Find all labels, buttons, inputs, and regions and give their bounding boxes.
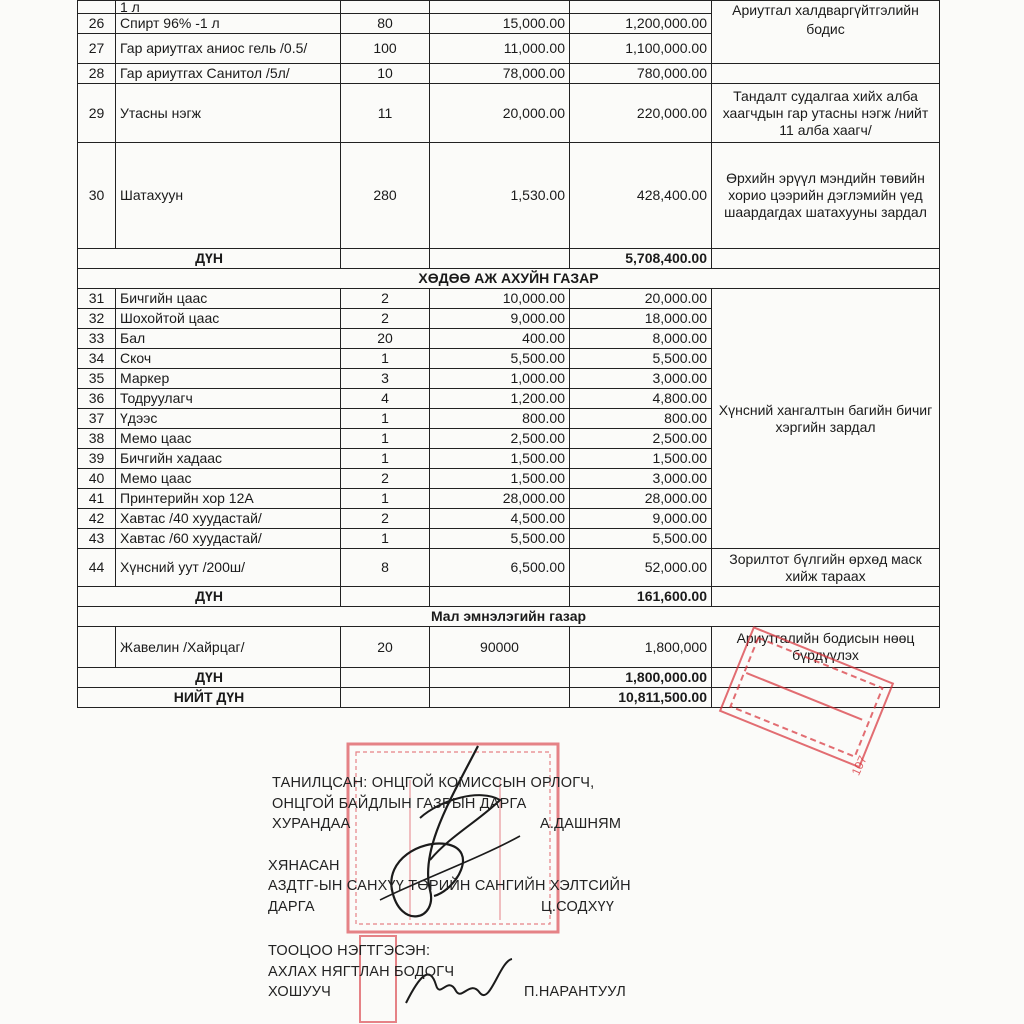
item-price: 5,500.00 bbox=[430, 349, 570, 369]
table-row bbox=[78, 64, 940, 84]
approver-line-1: ТАНИЛЦСАН: ОНЦГОЙ КОМИССЫН ОРЛОГЧ, bbox=[272, 775, 595, 791]
item-qty: 1 bbox=[341, 429, 430, 449]
table-row bbox=[78, 289, 940, 309]
row-number: 37 bbox=[78, 409, 116, 429]
item-qty: 3 bbox=[341, 369, 430, 389]
item-name: Хавтас /40 хуудастай/ bbox=[116, 509, 341, 529]
row-number: 34 bbox=[78, 349, 116, 369]
item-qty: 1 bbox=[341, 349, 430, 369]
subtotal-value: 5,708,400.00 bbox=[570, 249, 712, 269]
item-price: 400.00 bbox=[430, 329, 570, 349]
row-number: 36 bbox=[78, 389, 116, 409]
note-disinfectant: Ариутгал халдваргүйтгэлийн бодис bbox=[712, 1, 940, 64]
item-total: 1,500.00 bbox=[570, 449, 712, 469]
item-name: Тодруулагч bbox=[116, 389, 341, 409]
table-row bbox=[78, 549, 940, 587]
row-number: 32 bbox=[78, 309, 116, 329]
row-number: 30 bbox=[78, 143, 116, 249]
item-qty: 2 bbox=[341, 309, 430, 329]
note-vet: Ариутгалийн бодисын нөөц бүрдүүлэх bbox=[712, 627, 940, 668]
section-header-row bbox=[78, 269, 940, 289]
item-total: 2,500.00 bbox=[570, 429, 712, 449]
item-qty: 1 bbox=[341, 529, 430, 549]
row-number: 28 bbox=[78, 64, 116, 84]
subtotal-label: ДҮН bbox=[78, 668, 341, 688]
item-price: 90000 bbox=[430, 627, 570, 668]
item-total: 5,500.00 bbox=[570, 529, 712, 549]
item-name: 1 л bbox=[116, 1, 341, 14]
item-name: Мемо цаас bbox=[116, 429, 341, 449]
row-number: 27 bbox=[78, 34, 116, 64]
subtotal-label: ДҮН bbox=[78, 587, 341, 607]
item-name: Гар ариутгах аниос гель /0.5/ bbox=[116, 34, 341, 64]
item-name: Гар ариутгах Санитол /5л/ bbox=[116, 64, 341, 84]
item-qty: 8 bbox=[341, 549, 430, 587]
reviewer-title: ДАРГА bbox=[268, 899, 315, 915]
grand-total-value: 10,811,500.00 bbox=[570, 688, 712, 708]
item-price: 10,000.00 bbox=[430, 289, 570, 309]
note-mask: Зорилтот бүлгийн өрхөд маск хийж тараах bbox=[712, 549, 940, 587]
grand-total-label: НИЙТ ДҮН bbox=[78, 688, 341, 708]
item-price: 4,500.00 bbox=[430, 509, 570, 529]
approver-line-2: ОНЦГОЙ БАЙДЛЫН ГАЗРЫН ДАРГА bbox=[272, 796, 527, 812]
item-total: 1,800,000 bbox=[570, 627, 712, 668]
item-qty: 11 bbox=[341, 84, 430, 143]
accountant-rank: ХОШУУЧ bbox=[268, 984, 332, 1000]
item-name: Мемо цаас bbox=[116, 469, 341, 489]
item-total: 52,000.00 bbox=[570, 549, 712, 587]
item-name: Бичгийн цаас bbox=[116, 289, 341, 309]
item-qty: 20 bbox=[341, 329, 430, 349]
item-total: 220,000.00 bbox=[570, 84, 712, 143]
item-price: 78,000.00 bbox=[430, 64, 570, 84]
item-total: 800.00 bbox=[570, 409, 712, 429]
item-qty: 1 bbox=[341, 489, 430, 509]
row-number: 33 bbox=[78, 329, 116, 349]
reviewer-line: АЗДТГ-ЫН САНХҮҮ ТӨРИЙН САНГИЙН ХЭЛТСИЙН bbox=[268, 878, 631, 894]
item-name: Бичгийн хадаас bbox=[116, 449, 341, 469]
item-qty: 2 bbox=[341, 509, 430, 529]
approver-rank: ХУРАНДАА bbox=[272, 816, 351, 832]
section-title: Мал эмнэлэгийн газар bbox=[78, 607, 940, 627]
accountant-title: АХЛАХ НЯГТЛАН БОДОГЧ bbox=[268, 964, 455, 980]
row-number: 43 bbox=[78, 529, 116, 549]
item-qty: 20 bbox=[341, 627, 430, 668]
item-qty: 2 bbox=[341, 469, 430, 489]
item-price: 9,000.00 bbox=[430, 309, 570, 329]
subtotal-value: 161,600.00 bbox=[570, 587, 712, 607]
red-stamp-right bbox=[700, 600, 900, 800]
item-qty: 80 bbox=[341, 14, 430, 34]
subtotal-row bbox=[78, 249, 940, 269]
item-name: Жавелин /Хайрцаг/ bbox=[116, 627, 341, 668]
reviewer-heading: ХЯНАСАН bbox=[268, 858, 340, 874]
row-number: 39 bbox=[78, 449, 116, 469]
item-name: Маркер bbox=[116, 369, 341, 389]
item-qty: 1 bbox=[341, 449, 430, 469]
note-fuel: Өрхийн эрүүл мэндийн төвийн хорио цээрийн дэглэмийн үед шаардагдах шатахууны зардал bbox=[712, 143, 940, 249]
item-name: Үдээс bbox=[116, 409, 341, 429]
item-price: 2,500.00 bbox=[430, 429, 570, 449]
item-total: 428,400.00 bbox=[570, 143, 712, 249]
row-number bbox=[78, 627, 116, 668]
item-name: Принтерийн хор 12А bbox=[116, 489, 341, 509]
item-name: Бал bbox=[116, 329, 341, 349]
row-number: 29 bbox=[78, 84, 116, 143]
item-qty: 2 bbox=[341, 289, 430, 309]
reviewer-name: Ц.СОДХҮҮ bbox=[541, 899, 615, 915]
item-price: 1,200.00 bbox=[430, 389, 570, 409]
item-name: Хүнсний уут /200ш/ bbox=[116, 549, 341, 587]
table-row bbox=[78, 1, 940, 14]
item-total: 18,000.00 bbox=[570, 309, 712, 329]
row-number: 35 bbox=[78, 369, 116, 389]
item-total: 28,000.00 bbox=[570, 489, 712, 509]
item-price: 1,000.00 bbox=[430, 369, 570, 389]
row-number: 38 bbox=[78, 429, 116, 449]
stamp-number: 107 bbox=[848, 753, 870, 778]
item-price: 11,000.00 bbox=[430, 34, 570, 64]
item-qty: 4 bbox=[341, 389, 430, 409]
note-stationery: Хүнсний хангалтын багийн бичиг хэргийн зардал bbox=[712, 289, 940, 549]
item-qty: 100 bbox=[341, 34, 430, 64]
item-total: 1,100,000.00 bbox=[570, 34, 712, 64]
note-phone: Тандалт судалгаа хийх алба хаагчдын гар утасны нэгж /нийт 11 алба хаагч/ bbox=[712, 84, 940, 143]
item-price: 800.00 bbox=[430, 409, 570, 429]
row-number: 42 bbox=[78, 509, 116, 529]
table-row bbox=[78, 143, 940, 249]
accountant-heading: ТООЦОО НЭГТГЭСЭН: bbox=[268, 943, 431, 959]
item-price: 20,000.00 bbox=[430, 84, 570, 143]
item-price: 1,500.00 bbox=[430, 449, 570, 469]
item-total: 9,000.00 bbox=[570, 509, 712, 529]
item-qty: 280 bbox=[341, 143, 430, 249]
item-price: 28,000.00 bbox=[430, 489, 570, 509]
item-total: 1,200,000.00 bbox=[570, 14, 712, 34]
item-price: 5,500.00 bbox=[430, 529, 570, 549]
item-total: 780,000.00 bbox=[570, 64, 712, 84]
accountant-name: П.НАРАНТУУЛ bbox=[524, 984, 626, 1000]
section-title: ХӨДӨӨ АЖ АХУЙН ГАЗАР bbox=[78, 269, 940, 289]
row-number: 44 bbox=[78, 549, 116, 587]
item-qty: 1 bbox=[341, 409, 430, 429]
item-name: Утасны нэгж bbox=[116, 84, 341, 143]
item-name: Хавтас /60 хуудастай/ bbox=[116, 529, 341, 549]
item-total: 5,500.00 bbox=[570, 349, 712, 369]
item-price: 15,000.00 bbox=[430, 14, 570, 34]
approver-name: А.ДАШНЯМ bbox=[540, 816, 622, 832]
row-number: 41 bbox=[78, 489, 116, 509]
row-number: 31 bbox=[78, 289, 116, 309]
item-price: 6,500.00 bbox=[430, 549, 570, 587]
item-price: 1,500.00 bbox=[430, 469, 570, 489]
subtotal-value: 1,800,000.00 bbox=[570, 668, 712, 688]
item-qty: 10 bbox=[341, 64, 430, 84]
row-number: 40 bbox=[78, 469, 116, 489]
item-total: 8,000.00 bbox=[570, 329, 712, 349]
row-number bbox=[78, 1, 116, 14]
row-number: 26 bbox=[78, 14, 116, 34]
subtotal-label: ДҮН bbox=[78, 249, 341, 269]
item-total: 4,800.00 bbox=[570, 389, 712, 409]
item-total: 3,000.00 bbox=[570, 369, 712, 389]
item-name: Скоч bbox=[116, 349, 341, 369]
item-name: Спирт 96% -1 л bbox=[116, 14, 341, 34]
item-price: 1,530.00 bbox=[430, 143, 570, 249]
item-name: Шохойтой цаас bbox=[116, 309, 341, 329]
item-total: 20,000.00 bbox=[570, 289, 712, 309]
item-total: 3,000.00 bbox=[570, 469, 712, 489]
item-name: Шатахуун bbox=[116, 143, 341, 249]
table-row bbox=[78, 84, 940, 143]
